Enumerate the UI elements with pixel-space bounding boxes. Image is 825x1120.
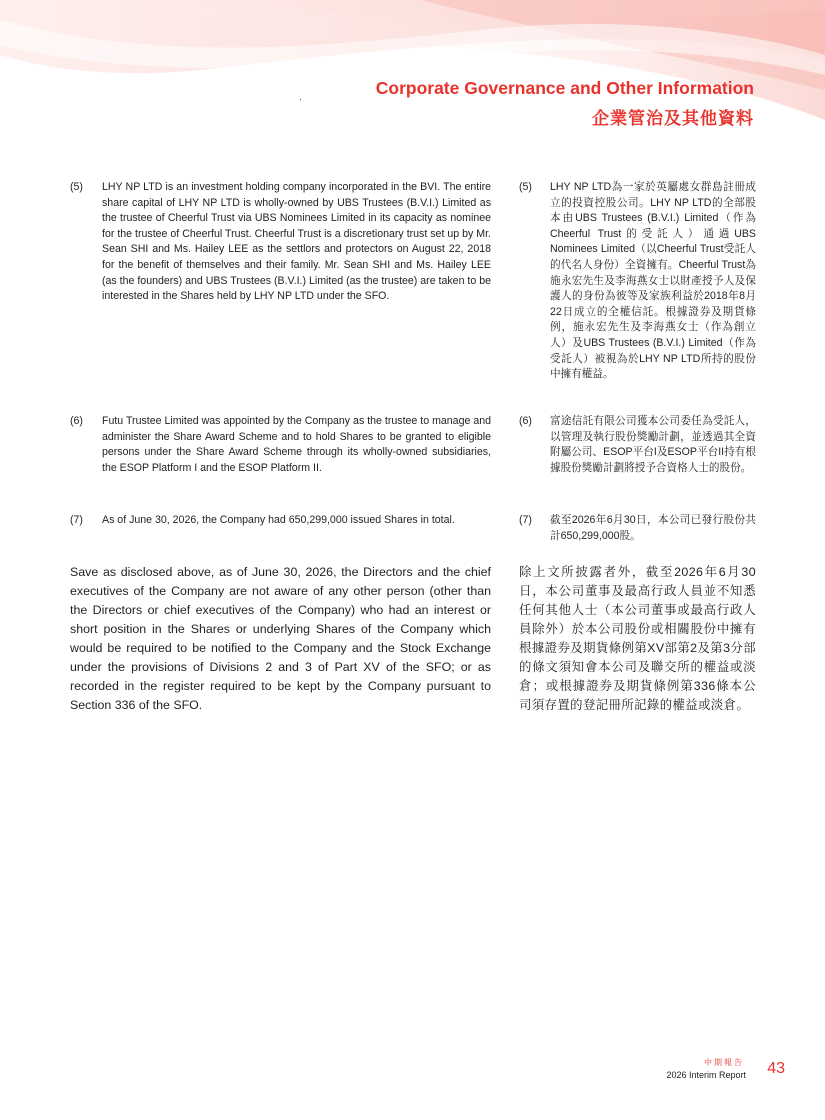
report-name-zh: 中期報告 xyxy=(704,1058,744,1067)
section-title-en: Corporate Governance and Other Information xyxy=(375,78,754,98)
note-7-en xyxy=(70,513,491,529)
report-name-en: 2026 Interim Report xyxy=(666,1070,746,1080)
note-text: As of June 30, 2026, the Company had 650,299,000 issued Shares in total. xyxy=(102,514,455,526)
section-title-zh: 企業管治及其他資料 xyxy=(592,109,754,128)
note-number: (5) xyxy=(519,181,532,193)
note-number: (7) xyxy=(519,514,532,526)
stray-dot xyxy=(300,99,301,100)
note-6-zh xyxy=(519,414,756,476)
note-number: (7) xyxy=(70,514,83,526)
note-5-zh xyxy=(519,180,756,383)
note-text: 富途信託有限公司獲本公司委任為受託人，以管理及執行股份獎勵計劃，並透過其全資附屬公司、ESOP平台I及ESOP平台II持有根據股份獎勵計劃將授予合資格人士的股份。 xyxy=(550,415,756,474)
note-text: LHY NP LTD is an investment holding company incorporated in the BVI. The entire share capital of LHY NP LTD is wholly-owned by UBS Trustees (B.V.I.) Limited as the trustee of Cheerful Trust via UBS Nominees Limited in its capacity as nominee for the trustee of Cheerful Trust. Cheerful Trust is a discretionary trust set up by Mr. Sean SHI and Ms. Hailey LEE as the settlors and protectors on August 22, 2018 for the benefit of themselves and their family. Mr. Sean SHI and Ms. Hailey LEE (as the founders) and UBS Trustees (B.V.I.) Limited (as the trustee) are taken to be interested in the Shares held by LHY NP LTD under the SFO. xyxy=(102,181,491,303)
note-text: Futu Trustee Limited was appointed by the Company as the trustee to manage and administer the Share Award Scheme and to hold Shares to be granted to eligible persons under the Share Award Scheme through its wholly-owned subsidiaries, the ESOP Platform I and the ESOP Platform II. xyxy=(102,415,491,474)
note-6-en xyxy=(70,414,491,476)
note-5-en xyxy=(70,180,491,305)
note-number: (6) xyxy=(70,415,83,427)
disclosure-paragraph-en: Save as disclosed above, as of June 30, 2026, the Directors and the chief executives of the Company are not aware of any other person (other than the Directors or chief executives of the Company) who had an interest or short position in the Shares or underlying Shares of the Company which would be required to be notified to the Company and the Stock Exchange under the provisions of Divisions 2 and 3 of Part XV of the SFO; or as recorded in the register required to be kept by the Company pursuant to Section 336 of the SFO. xyxy=(70,565,491,712)
note-number: (6) xyxy=(519,415,532,427)
disclosure-paragraph-zh: 除上文所披露者外，截至2026年6月30日，本公司董事及最高行政人員並不知悉任何其他人士（本公司董事或最高行政人員除外）於本公司股份或相關股份中擁有根據證券及期貨條例第XV部第2及第3分部的條文須知會本公司及聯交所的權益或淡倉；或根據證券及期貨條例第336條本公司須存置的登記冊所記錄的權益或淡倉。 xyxy=(519,565,756,712)
note-7-zh xyxy=(519,513,756,544)
note-number: (5) xyxy=(70,181,83,193)
note-text: 截至2026年6月30日，本公司已發行股份共計650,299,000股。 xyxy=(550,514,756,542)
page-number: 43 xyxy=(767,1060,785,1077)
note-text: LHY NP LTD為一家於英屬處女群島註冊成立的投資控股公司。LHY NP LTD的全部股本由UBS Trustees (B.V.I.) Limited（作為Cheerful Trust的受託人）通過UBS Nominees Limited（以Cheerful Trust受託人的代名人身份）全資擁有。Cheerful Trust為施永宏先生及李海燕女士以財產授予人及保護人的身份為彼等及家族利益於2018年8月22日成立的全權信託。根據證券及期貨條例，施永宏先生及李海燕女士（作為創立人）及UBS Trustees (B.V.I.) Limited（作為受託人）被視為於LHY NP LTD所持的股份中擁有權益。 xyxy=(550,181,756,381)
